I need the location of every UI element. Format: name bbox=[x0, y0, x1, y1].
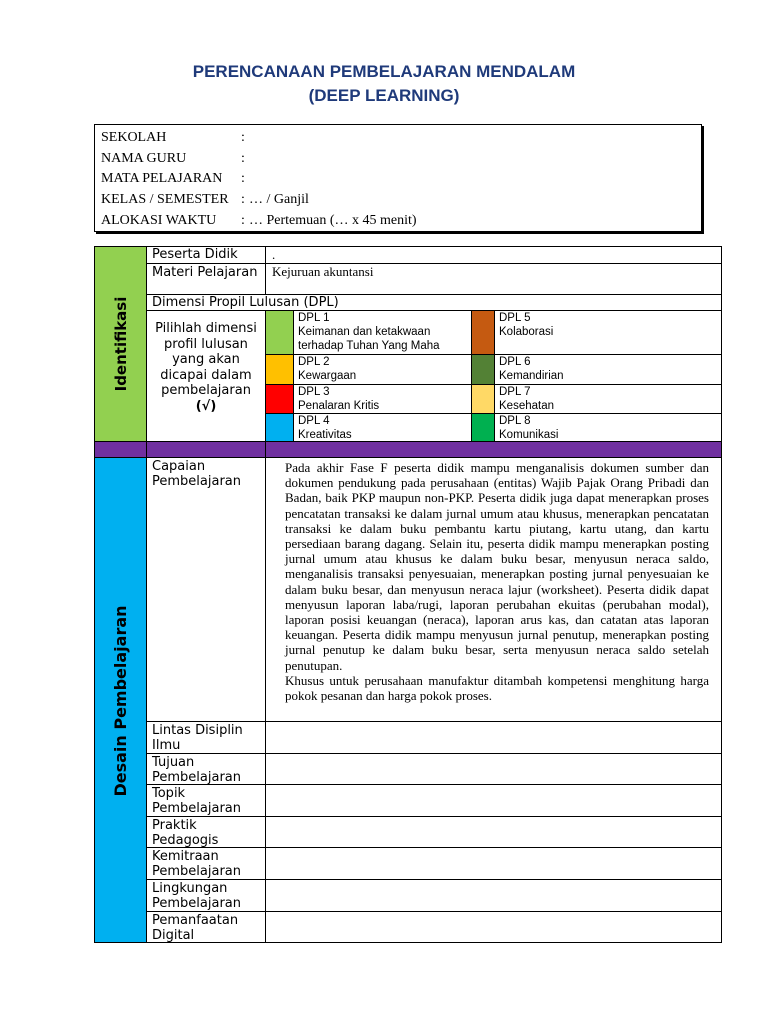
dpl-1-text: DPL 1 Keimanan dan ketakwaan terhadap Tuhan Yang Maha bbox=[293, 310, 472, 355]
dpl-6-text: DPL 6 Kemandirian bbox=[494, 354, 722, 385]
praktik-value[interactable] bbox=[265, 816, 722, 848]
dpl-3-text: DPL 3 Penalaran Kritis bbox=[293, 384, 472, 414]
identity-row-alokasi-waktu: ALOKASI WAKTU : … Pertemuan (… x 45 menit) bbox=[101, 213, 417, 228]
lintas-disiplin-value[interactable] bbox=[265, 721, 722, 754]
identity-row-kelas-semester: KELAS / SEMESTER : … / Ganjil bbox=[101, 192, 309, 207]
dpl-5-color-box[interactable] bbox=[471, 310, 495, 355]
dpl-4-text: DPL 4 Kreativitas bbox=[293, 413, 472, 442]
kemitraan-value[interactable] bbox=[265, 847, 722, 880]
dpl-1-color-box[interactable] bbox=[265, 310, 294, 355]
materi-pelajaran-value[interactable]: Kejuruan akuntansi bbox=[265, 263, 722, 295]
identity-row-nama-guru: NAMA GURU : bbox=[101, 151, 245, 166]
capaian-paragraph: Pada akhir Fase F peserta didik mampu menganalisis dokumen sumber dan dokumen pendukung pada perusahaan (entitas) Wajib Pajak Orang Pribadi dan Badan, baik PKP maupun non-PKP. Peserta didik juga dapat menerapkan proses pencatatan transaksi ke dalam jurnal umum atau khusus, menerapkan pencatatan transaksi ke dalam buku pembantu kartu piutang, kartu utang, dan kartu persediaan barang dagang. Selain itu, peserta didik mampu menerapkan posting jurnal umum atau khusus ke dalam buku besar, menyusun neraca saldo, menganalisis transaksi penyesuaian, menerapkan posting jurnal penyesuaian ke dalam buku besar, dan menyusun neraca lajur (worksheet). Peserta didik dapat menyusun laporan laba/rugi, laporan perubahan ekuitas (perubahan modal), laporan posisi keuangan (neraca), laporan arus kas, dan catatan atas laporan keuangan. Peserta didik mampu menyusun jurnal penutup, menerapkan posting jurnal penutup ke dalam buku besar, serta menyusun neraca saldo setelah penutupan. bbox=[285, 460, 709, 673]
desain-label: Desain Pembelajaran bbox=[111, 605, 130, 797]
pemanfaatan-label: Pemanfaatan Digital bbox=[146, 911, 266, 943]
peserta-didik-value[interactable]: . bbox=[265, 246, 722, 264]
dpl-instruction: Pilihlah dimensi profil lulusan yang akan dicapai dalam pembelajaran (√) bbox=[146, 310, 266, 442]
page-title-line1: PERENCANAAN PEMBELAJARAN MENDALAM bbox=[192, 62, 576, 81]
materi-pelajaran-label: Materi Pelajaran bbox=[146, 263, 266, 295]
dpl-4-color-box[interactable] bbox=[265, 413, 294, 442]
lingkungan-label: Lingkungan Pembelajaran bbox=[146, 879, 266, 912]
dimensi-header: Dimensi Propil Lulusan (DPL) bbox=[146, 294, 722, 311]
dpl-2-text: DPL 2 Kewargaan bbox=[293, 354, 472, 385]
peserta-didik-label: Peserta Didik bbox=[146, 246, 266, 264]
dpl-2-color-box[interactable] bbox=[265, 354, 294, 385]
identifikasi-label: Identifikasi bbox=[112, 296, 130, 392]
dpl-3-color-box[interactable] bbox=[265, 384, 294, 414]
dpl-6-color-box[interactable] bbox=[471, 354, 495, 385]
separator-cell bbox=[265, 441, 722, 458]
identity-row-mata-pelajaran: MATA PELAJARAN : bbox=[101, 171, 245, 186]
desain-band bbox=[94, 457, 147, 943]
identity-row-sekolah: SEKOLAH : bbox=[101, 130, 245, 145]
kemitraan-label: Kemitraan Pembelajaran bbox=[146, 847, 266, 880]
dpl-8-text: DPL 8 Komunikasi bbox=[494, 413, 722, 442]
tujuan-label: Tujuan Pembelajaran bbox=[146, 753, 266, 785]
dpl-8-color-box[interactable] bbox=[471, 413, 495, 442]
pemanfaatan-value[interactable] bbox=[265, 911, 722, 943]
identity-box bbox=[94, 124, 702, 232]
identity-value[interactable]: … Pertemuan (… x 45 menit) bbox=[249, 213, 417, 228]
capaian-paragraph-manufaktur: Khusus untuk perusahaan manufaktur ditambah kompetensi menghitung harga pokok pesanan dan harga pokok proses. bbox=[285, 672, 709, 704]
dpl-7-color-box[interactable] bbox=[471, 384, 495, 414]
lintas-disiplin-label: Lintas Disiplin Ilmu bbox=[146, 721, 266, 754]
tujuan-value[interactable] bbox=[265, 753, 722, 785]
topik-value[interactable] bbox=[265, 784, 722, 817]
topik-label: Topik Pembelajaran bbox=[146, 784, 266, 817]
separator-cell bbox=[94, 441, 147, 458]
capaian-value[interactable] bbox=[265, 457, 722, 722]
check-mark-icon: (√) bbox=[195, 398, 217, 414]
separator-cell bbox=[146, 441, 266, 458]
identity-value[interactable]: … / Ganjil bbox=[249, 192, 309, 207]
identifikasi-band bbox=[94, 246, 147, 442]
lingkungan-value[interactable] bbox=[265, 879, 722, 912]
dpl-5-text: DPL 5 Kolaborasi bbox=[494, 310, 722, 355]
dpl-7-text: DPL 7 Kesehatan bbox=[494, 384, 722, 414]
capaian-label: Capaian Pembelajaran bbox=[146, 457, 266, 722]
praktik-label: Praktik Pedagogis bbox=[146, 816, 266, 848]
page-title-line2: (DEEP LEARNING) bbox=[308, 86, 460, 105]
